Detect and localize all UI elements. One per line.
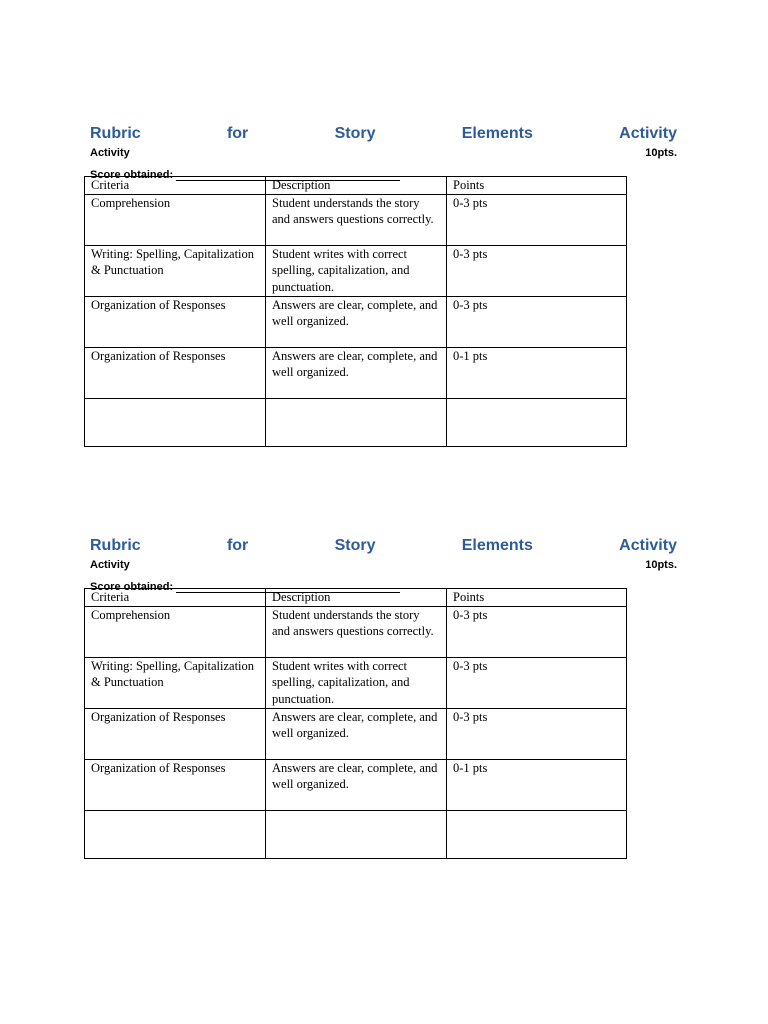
points-cell: 0-3 pts: [447, 194, 627, 245]
description-cell: Student writes with correct spelling, capitalization, and punctuation.: [266, 657, 447, 708]
rubric-title: [90, 125, 677, 149]
criteria-cell: Writing: Spelling, Capitalization & Punctuation: [85, 245, 266, 296]
table-header-row: [85, 589, 627, 607]
title-word: Story: [334, 537, 376, 554]
table-row: [85, 657, 627, 708]
points-cell[interactable]: [447, 398, 627, 446]
points-cell: 0-3 pts: [447, 708, 627, 759]
table-row: [85, 245, 627, 296]
title-word: Elements: [461, 125, 533, 142]
subtitle-row: [90, 559, 677, 575]
table-row-blank: [85, 810, 627, 858]
criteria-cell: Comprehension: [85, 194, 266, 245]
table-row: [85, 759, 627, 810]
header-description: Description: [266, 589, 447, 607]
points-cell: 0-3 pts: [447, 296, 627, 347]
criteria-cell: Organization of Responses: [85, 347, 266, 398]
criteria-cell: Organization of Responses: [85, 708, 266, 759]
description-cell: Student understands the story and answers questions correctly.: [266, 194, 447, 245]
title-word: Activity: [619, 125, 677, 142]
points-cell: 0-3 pts: [447, 657, 627, 708]
subtitle-left: Activity: [90, 147, 130, 159]
criteria-cell[interactable]: [85, 398, 266, 446]
total-points: 10pts.: [645, 559, 677, 571]
table-row: [85, 606, 627, 657]
table-header-row: [85, 177, 627, 195]
description-cell: Student understands the story and answers questions correctly.: [266, 606, 447, 657]
description-cell[interactable]: [266, 810, 447, 858]
header-points: Points: [447, 589, 627, 607]
subtitle-left: Activity: [90, 559, 130, 571]
table-row-blank: [85, 398, 627, 446]
criteria-cell: Organization of Responses: [85, 759, 266, 810]
title-word: for: [226, 537, 249, 554]
header-criteria: Criteria: [85, 177, 266, 195]
points-cell: 0-1 pts: [447, 759, 627, 810]
points-cell: 0-1 pts: [447, 347, 627, 398]
score-label: Score obtained:: [90, 581, 174, 593]
table-row: [85, 347, 627, 398]
criteria-cell[interactable]: [85, 810, 266, 858]
rubric-table: [84, 588, 627, 859]
title-word: for: [226, 125, 249, 142]
rubric-title: [90, 537, 677, 561]
title-word: Rubric: [90, 125, 141, 142]
description-cell[interactable]: [266, 398, 447, 446]
rubric-table: [84, 176, 627, 447]
subtitle-row: [90, 147, 677, 163]
description-cell: Answers are clear, complete, and well organized.: [266, 759, 447, 810]
score-label: Score obtained:: [90, 169, 174, 181]
header-description: Description: [266, 177, 447, 195]
title-word: Story: [334, 125, 376, 142]
criteria-cell: Comprehension: [85, 606, 266, 657]
title-word: Activity: [619, 537, 677, 554]
title-word: Rubric: [90, 537, 141, 554]
description-cell: Answers are clear, complete, and well organized.: [266, 708, 447, 759]
title-word: Elements: [461, 537, 533, 554]
table-row: [85, 296, 627, 347]
description-cell: Answers are clear, complete, and well organized.: [266, 347, 447, 398]
criteria-cell: Writing: Spelling, Capitalization & Punctuation: [85, 657, 266, 708]
header-points: Points: [447, 177, 627, 195]
points-cell[interactable]: [447, 810, 627, 858]
total-points: 10pts.: [645, 147, 677, 159]
header-criteria: Criteria: [85, 589, 266, 607]
description-cell: Student writes with correct spelling, capitalization, and punctuation.: [266, 245, 447, 296]
points-cell: 0-3 pts: [447, 606, 627, 657]
description-cell: Answers are clear, complete, and well organized.: [266, 296, 447, 347]
points-cell: 0-3 pts: [447, 245, 627, 296]
table-row: [85, 708, 627, 759]
criteria-cell: Organization of Responses: [85, 296, 266, 347]
table-row: [85, 194, 627, 245]
